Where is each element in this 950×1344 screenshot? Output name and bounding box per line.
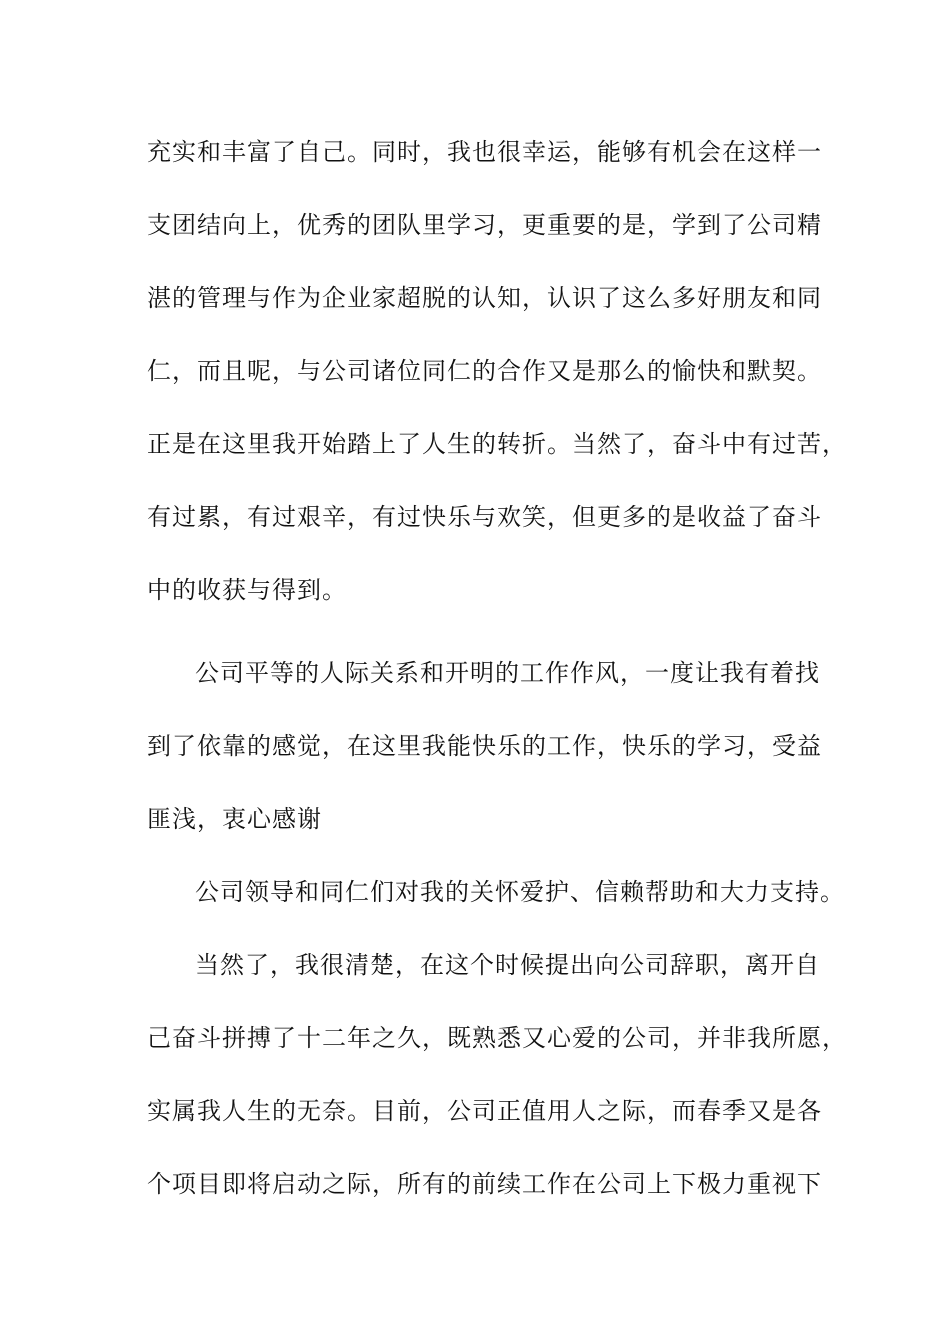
text-line: 湛的管理与作为企业家超脱的认知，认识了这么多好朋友和同 — [147, 284, 822, 312]
text-line: 支团结向上，优秀的团队里学习，更重要的是，学到了公司精 — [147, 211, 822, 239]
text-line: 实属我人生的无奈。目前，公司正值用人之际，而春季又是各 — [147, 1097, 822, 1125]
text-line: 匪浅，衷心感谢 — [147, 805, 322, 833]
text-line: 到了依靠的感觉，在这里我能快乐的工作，快乐的学习，受益 — [147, 732, 822, 760]
paragraph-first-line: 当然了，我很清楚，在这个时候提出向公司辞职，离开自 — [195, 951, 820, 979]
text-line: 己奋斗拼搏了十二年之久，既熟悉又心爱的公司，并非我所愿， — [147, 1024, 847, 1052]
text-line: 有过累，有过艰辛，有过快乐与欢笑，但更多的是收益了奋斗 — [147, 503, 822, 531]
text-line: 充实和丰富了自己。同时，我也很幸运，能够有机会在这样一 — [147, 138, 822, 166]
paragraph-first-line: 公司领导和同仁们对我的关怀爱护、信赖帮助和大力支持。 — [195, 878, 845, 906]
text-line: 个项目即将启动之际，所有的前续工作在公司上下极力重视下 — [147, 1170, 822, 1198]
text-line: 正是在这里我开始踏上了人生的转折。当然了，奋斗中有过苦， — [147, 430, 847, 458]
text-line: 中的收获与得到。 — [147, 576, 347, 604]
text-line: 仁，而且呢，与公司诸位同仁的合作又是那么的愉快和默契。 — [147, 357, 822, 385]
paragraph-first-line: 公司平等的人际关系和开明的工作作风，一度让我有着找 — [195, 659, 820, 687]
